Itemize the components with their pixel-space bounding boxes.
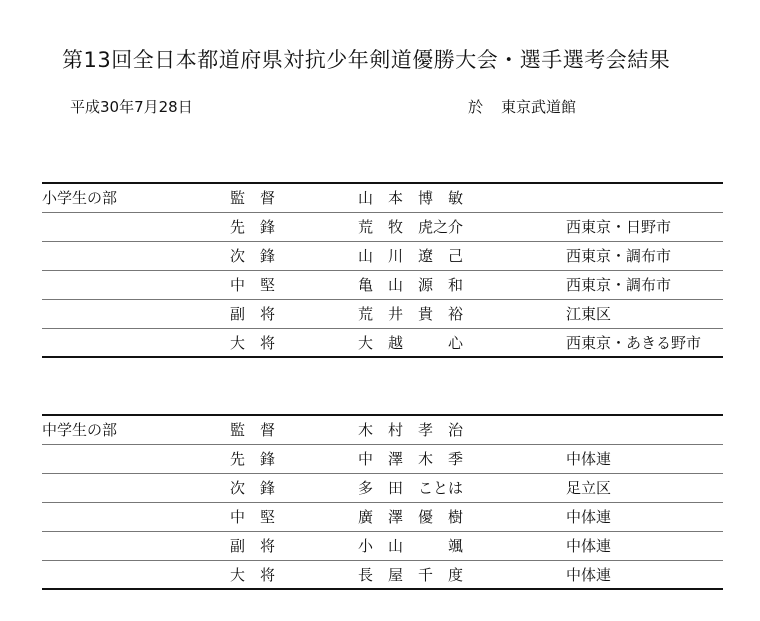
position-cell: 監 督 — [230, 421, 276, 440]
table-row — [42, 212, 723, 241]
table-row — [42, 531, 723, 560]
name-cell: 山 本 博 敏 — [358, 189, 464, 208]
position-cell: 先 鋒 — [230, 212, 358, 241]
position-cell: 大 将 — [230, 328, 358, 357]
position-cell: 中 堅 — [230, 270, 358, 299]
document-title: 第13回全日本都道府県対抗少年剣道優勝大会・選手選考会結果 — [62, 48, 671, 72]
position-cell: 副 将 — [230, 531, 358, 560]
table-row — [42, 299, 723, 328]
table-row — [42, 415, 723, 444]
table-row — [42, 473, 723, 502]
position-cell: 次 鋒 — [230, 241, 358, 270]
junior-high-results-table — [42, 414, 723, 590]
affiliation-cell: 中体連 — [566, 560, 723, 589]
affiliation-cell: 西東京・あきる野市 — [566, 328, 723, 357]
section-label-empty — [42, 502, 230, 531]
venue-prefix: 於 — [468, 98, 484, 116]
section-label-empty — [42, 560, 230, 589]
name-cell: 小 山 颯 — [358, 531, 566, 560]
name-cell: 亀 山 源 和 — [358, 270, 566, 299]
venue-name: 東京武道館 — [501, 98, 577, 116]
table-row — [42, 560, 723, 589]
position-cell: 中 堅 — [230, 502, 358, 531]
table-row — [42, 328, 723, 357]
section-label-empty — [42, 212, 230, 241]
table-row — [42, 183, 723, 212]
name-cell: 荒 牧 虎之介 — [358, 212, 566, 241]
table-row — [42, 270, 723, 299]
section-label: 小学生の部 — [42, 189, 118, 208]
position-cell: 大 将 — [230, 560, 358, 589]
name-cell: 中 澤 木 季 — [358, 444, 566, 473]
affiliation-cell: 西東京・日野市 — [566, 212, 723, 241]
name-cell: 多 田 ことは — [358, 473, 566, 502]
name-cell: 廣 澤 優 樹 — [358, 502, 566, 531]
name-cell: 大 越 心 — [358, 328, 566, 357]
venue — [468, 96, 576, 117]
affiliation-cell: 西東京・調布市 — [566, 270, 723, 299]
name-cell: 山 川 遼 己 — [358, 241, 566, 270]
elementary-results-table — [42, 182, 723, 358]
affiliation-cell: 中体連 — [566, 502, 723, 531]
section-label: 中学生の部 — [42, 421, 118, 440]
affiliation-cell: 中体連 — [566, 444, 723, 473]
position-cell: 監 督 — [230, 189, 276, 208]
position-cell: 先 鋒 — [230, 444, 358, 473]
section-label-empty — [42, 241, 230, 270]
affiliation-cell — [566, 183, 723, 212]
section-label-empty — [42, 444, 230, 473]
affiliation-cell: 足立区 — [566, 473, 723, 502]
affiliation-cell: 西東京・調布市 — [566, 241, 723, 270]
event-date: 平成30年7月28日 — [70, 98, 193, 116]
table-row — [42, 502, 723, 531]
section-label-empty — [42, 270, 230, 299]
table-row — [42, 444, 723, 473]
table-row — [42, 241, 723, 270]
position-cell: 次 鋒 — [230, 473, 358, 502]
name-cell: 長 屋 千 度 — [358, 560, 566, 589]
name-cell: 木 村 孝 治 — [358, 421, 464, 440]
affiliation-cell — [566, 415, 723, 444]
affiliation-cell: 江東区 — [566, 299, 723, 328]
section-label-empty — [42, 531, 230, 560]
section-label-empty — [42, 299, 230, 328]
position-cell: 副 将 — [230, 299, 358, 328]
section-label-empty — [42, 473, 230, 502]
section-label-empty — [42, 328, 230, 357]
affiliation-cell: 中体連 — [566, 531, 723, 560]
name-cell: 荒 井 貴 裕 — [358, 299, 566, 328]
